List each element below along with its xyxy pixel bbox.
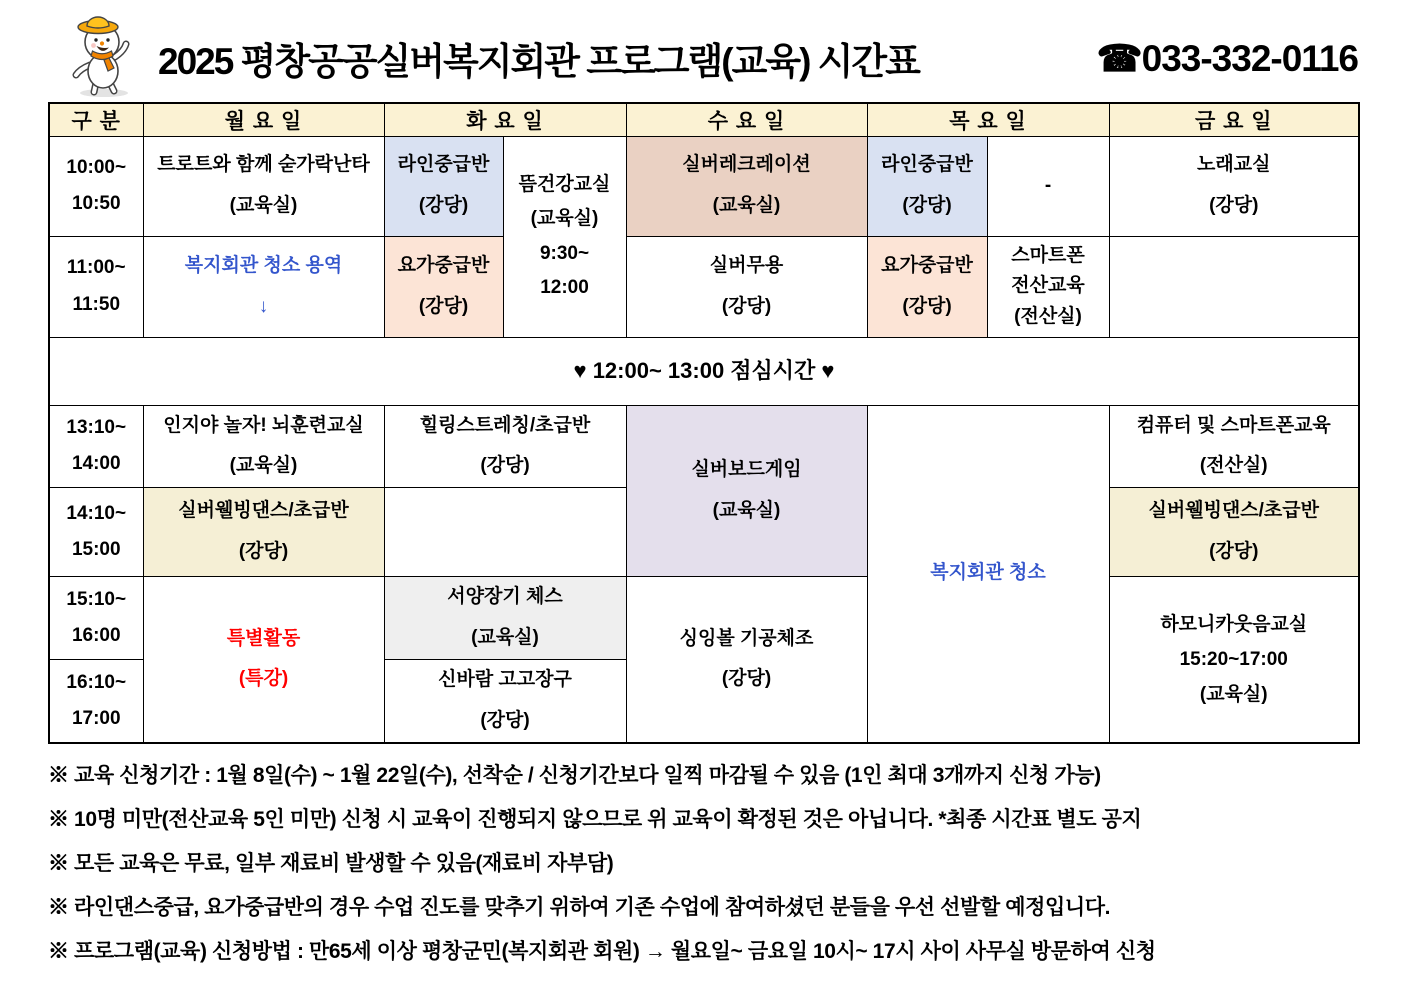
row-1310: [49, 405, 1359, 488]
cell-friday-1310: 컴퓨터 및 스마트폰교육 (전산실): [1109, 405, 1359, 488]
cell-wednesday-boardgame: 실버보드게임 (교육실): [626, 405, 867, 577]
cell-tuesday-1100-yoga-class: 요가중급반 (강당): [384, 236, 503, 337]
row-1510: [49, 577, 1359, 660]
cell-time-1410: 14:10~ 15:00: [49, 488, 143, 577]
cell-time-1610: 16:10~ 17:00: [49, 659, 143, 742]
cell-thursday-1100-smartphone: 스마트폰 전산교육 (전산실): [987, 236, 1109, 337]
row-1000: [49, 136, 1359, 236]
cell-time-1000: 10:00~ 10:50: [49, 136, 143, 236]
cell-wednesday-1000: 실버레크레이션 (교육실): [626, 136, 867, 236]
header-category: 구 분: [49, 103, 143, 136]
program-timetable: [48, 102, 1360, 744]
header-wednesday: 수 요 일: [626, 103, 867, 136]
snowman-mascot-icon: [58, 13, 144, 104]
header-thursday: 목 요 일: [867, 103, 1109, 136]
cell-friday-harmonica-class: 하모니카웃음교실 15:20~17:00 (교육실): [1109, 577, 1359, 743]
row-1100: [49, 236, 1359, 337]
note-free-of-charge: ※ 모든 교육은 무료, 일부 재료비 발생할 수 있음(재료비 자부담): [48, 851, 614, 875]
cell-friday-1000: 노래교실 (강당): [1109, 136, 1359, 236]
cell-thursday-1000-dash: -: [987, 136, 1109, 236]
cell-tuesday-moxa-health-class: 뜸건강교실 (교육실) 9:30~ 12:00: [503, 136, 626, 337]
cell-monday-special-activity: 특별활동 (특강): [143, 577, 384, 743]
cell-tuesday-1510-chess: 서양장기 체스 (교육실): [384, 577, 626, 660]
cell-thursday-1100-yoga-class: 요가중급반 (강당): [867, 236, 987, 337]
cell-time-1310: 13:10~ 14:00: [49, 405, 143, 488]
cell-thursday-afternoon-cleaning: 복지회관 청소: [867, 405, 1109, 743]
note-priority-selection: ※ 라인댄스중급, 요가중급반의 경우 수업 진도를 맞추기 위하여 기존 수업에 참여하셨던 분들을 우선 선발할 예정입니다.: [48, 895, 1111, 919]
title-bar: [0, 0, 1403, 98]
phone-number: ☎033-332-0116: [1096, 37, 1358, 79]
header-row: [49, 103, 1359, 136]
page-title: 2025 평창공공실버복지회관 프로그램(교육) 시간표: [158, 41, 919, 82]
header-tuesday: 화 요 일: [384, 103, 626, 136]
cell-time-1100: 11:00~ 11:50: [49, 236, 143, 337]
cell-tuesday-1310: 힐링스트레칭/초급반 (강당): [384, 405, 626, 488]
cell-monday-1310: 인지야 놀자! 뇌훈련교실 (교육실): [143, 405, 384, 488]
cell-friday-1410-wellbeing-dance: 실버웰빙댄스/초급반 (강당): [1109, 488, 1359, 577]
note-minimum-enrollment: ※ 10명 미만(전산교육 5인 미만) 신청 시 교육이 진행되지 않으므로 위 교육이 확정된 것은 아닙니다. *최종 시간표 별도 공지: [48, 807, 1142, 831]
lunch-time-label: ♥ 12:00~ 13:00 점심시간 ♥: [49, 337, 1359, 405]
note-application-period: ※ 교육 신청기간 : 1월 8일(수) ~ 1월 22일(수), 선착순 / 신청기간보다 일찍 마감될 수 있음 (1인 최대 3개까지 신청 가능): [48, 763, 1101, 787]
header-monday: 월 요 일: [143, 103, 384, 136]
cell-tuesday-1410-empty: [384, 488, 626, 577]
cell-tuesday-1610-janggu: 신바람 고고장구 (강당): [384, 659, 626, 742]
cell-monday-1000: 트로트와 함께 숟가락난타 (교육실): [143, 136, 384, 236]
cell-monday-1100-cleaning: 복지회관 청소 용역 ↓: [143, 236, 384, 337]
lunch-row: [49, 337, 1359, 405]
cell-tuesday-1000-line-class: 라인중급반 (강당): [384, 136, 503, 236]
cell-friday-1100-empty: [1109, 236, 1359, 337]
cell-monday-1410-wellbeing-dance: 실버웰빙댄스/초급반 (강당): [143, 488, 384, 577]
note-how-to-apply: ※ 프로그램(교육) 신청방법 : 만65세 이상 평창군민(복지회관 회원) → 월요일~ 금요일 10시~ 17시 사이 사무실 방문하여 신청: [48, 939, 1156, 963]
header-friday: 금 요 일: [1109, 103, 1359, 136]
cell-wednesday-1100: 실버무용 (강당): [626, 236, 867, 337]
cell-time-1510: 15:10~ 16:00: [49, 577, 143, 660]
cell-thursday-1000-line-class: 라인중급반 (강당): [867, 136, 987, 236]
cell-wednesday-singing-bowl: 싱잉볼 기공체조 (강당): [626, 577, 867, 743]
footnotes: [48, 759, 1403, 965]
